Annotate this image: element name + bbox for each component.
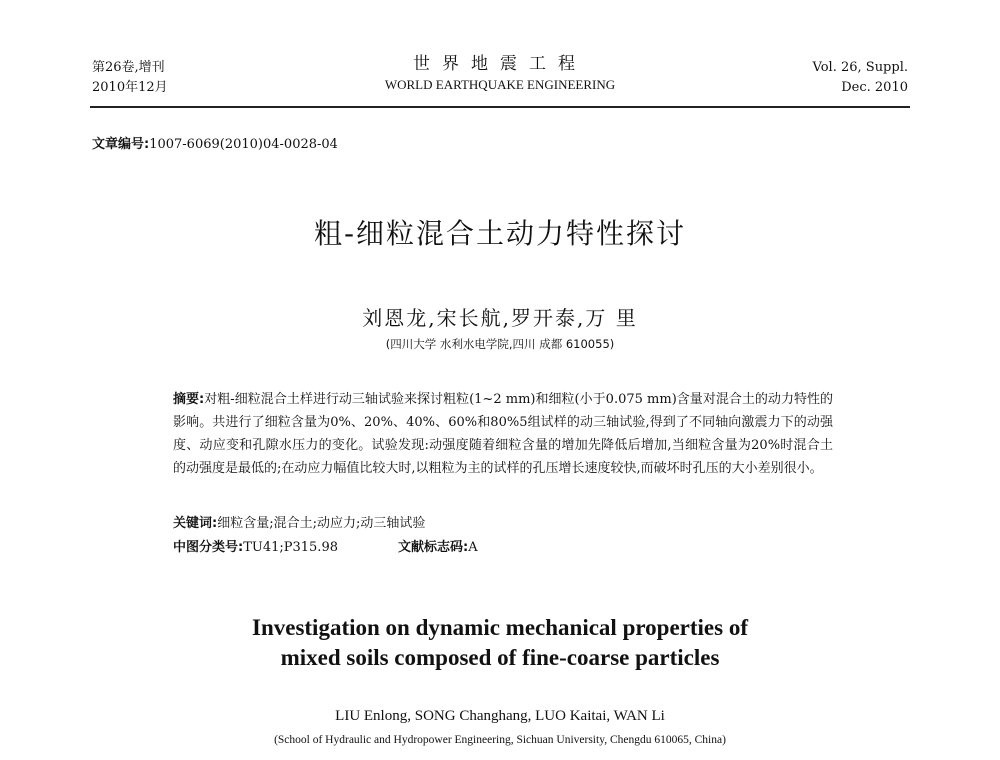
volume-issue: 第26卷,增刊 (92, 60, 165, 75)
journal-name-cn: 世界地震工程 (413, 54, 587, 74)
header-divider (90, 106, 910, 108)
abstract-label: 摘要: (173, 392, 205, 407)
keywords-text: 细粒含量;混合土;动应力;动三轴试验 (217, 516, 426, 531)
article-number (92, 133, 338, 152)
title-en-line1: Investigation on dynamic mechanical properties of (252, 615, 748, 640)
doc-code-value: A (468, 540, 478, 555)
header-volume-info-en (813, 58, 908, 98)
keywords-label: 关键词: (173, 516, 218, 531)
publication-date: 2010年12月 (92, 80, 168, 95)
authors-cn: 刘恩龙,宋长航,罗开泰,万 里 (362, 306, 638, 330)
affiliation-en: (School of Hydraulic and Hydropower Engineering, Sichuan University, Chengdu 610065, China) (274, 734, 726, 746)
authors-en: LIU Enlong, SONG Changhang, LUO Kaitai, WAN Li (335, 708, 665, 724)
journal-name-en: WORLD EARTHQUAKE ENGINEERING (384, 77, 616, 92)
paper-title-cn: 粗-细粒混合土动力特性探讨 (313, 217, 687, 250)
volume-issue-en: Vol. 26, Suppl. (812, 60, 908, 75)
doc-code-label: 文献标志码: (398, 540, 469, 555)
article-number-label: 文章编号: (92, 137, 150, 152)
abstract-cn (173, 388, 833, 480)
abstract-text: 对粗-细粒混合土样进行动三轴试验来探讨粗粒(1~2 mm)和细粒(小于0.075 mm)含量对混合土的动力特性的影响。共进行了细粒含量为0%、20%、40%、60%和80%5组试样的动三轴试验,得到了不同轴向激震力下的动强度、动应变和孔隙水压力的变化。试验发现:动强度随着细粒含量的增加先降低后增加,当细粒含量为20%时混合土的动强度是最低的;在动应力幅值比较大时,以粗粒为主的试样的孔压增长速度较快,而破坏时孔压的大小差别很小。 (173, 392, 834, 476)
affiliation-cn: (四川大学 水利水电学院,四川 成都 610055) (385, 337, 615, 351)
paper-title-en (0, 613, 1000, 673)
publication-date-en: Dec. 2010 (841, 80, 908, 95)
classification-row (173, 537, 833, 559)
clc-label: 中图分类号: (173, 540, 244, 555)
clc-value: TU41;P315.98 (243, 540, 338, 555)
title-en-line2: mixed soils composed of fine-coarse particles (280, 645, 720, 670)
article-number-value: 1007-6069(2010)04-0028-04 (149, 137, 338, 152)
keywords (173, 513, 833, 535)
